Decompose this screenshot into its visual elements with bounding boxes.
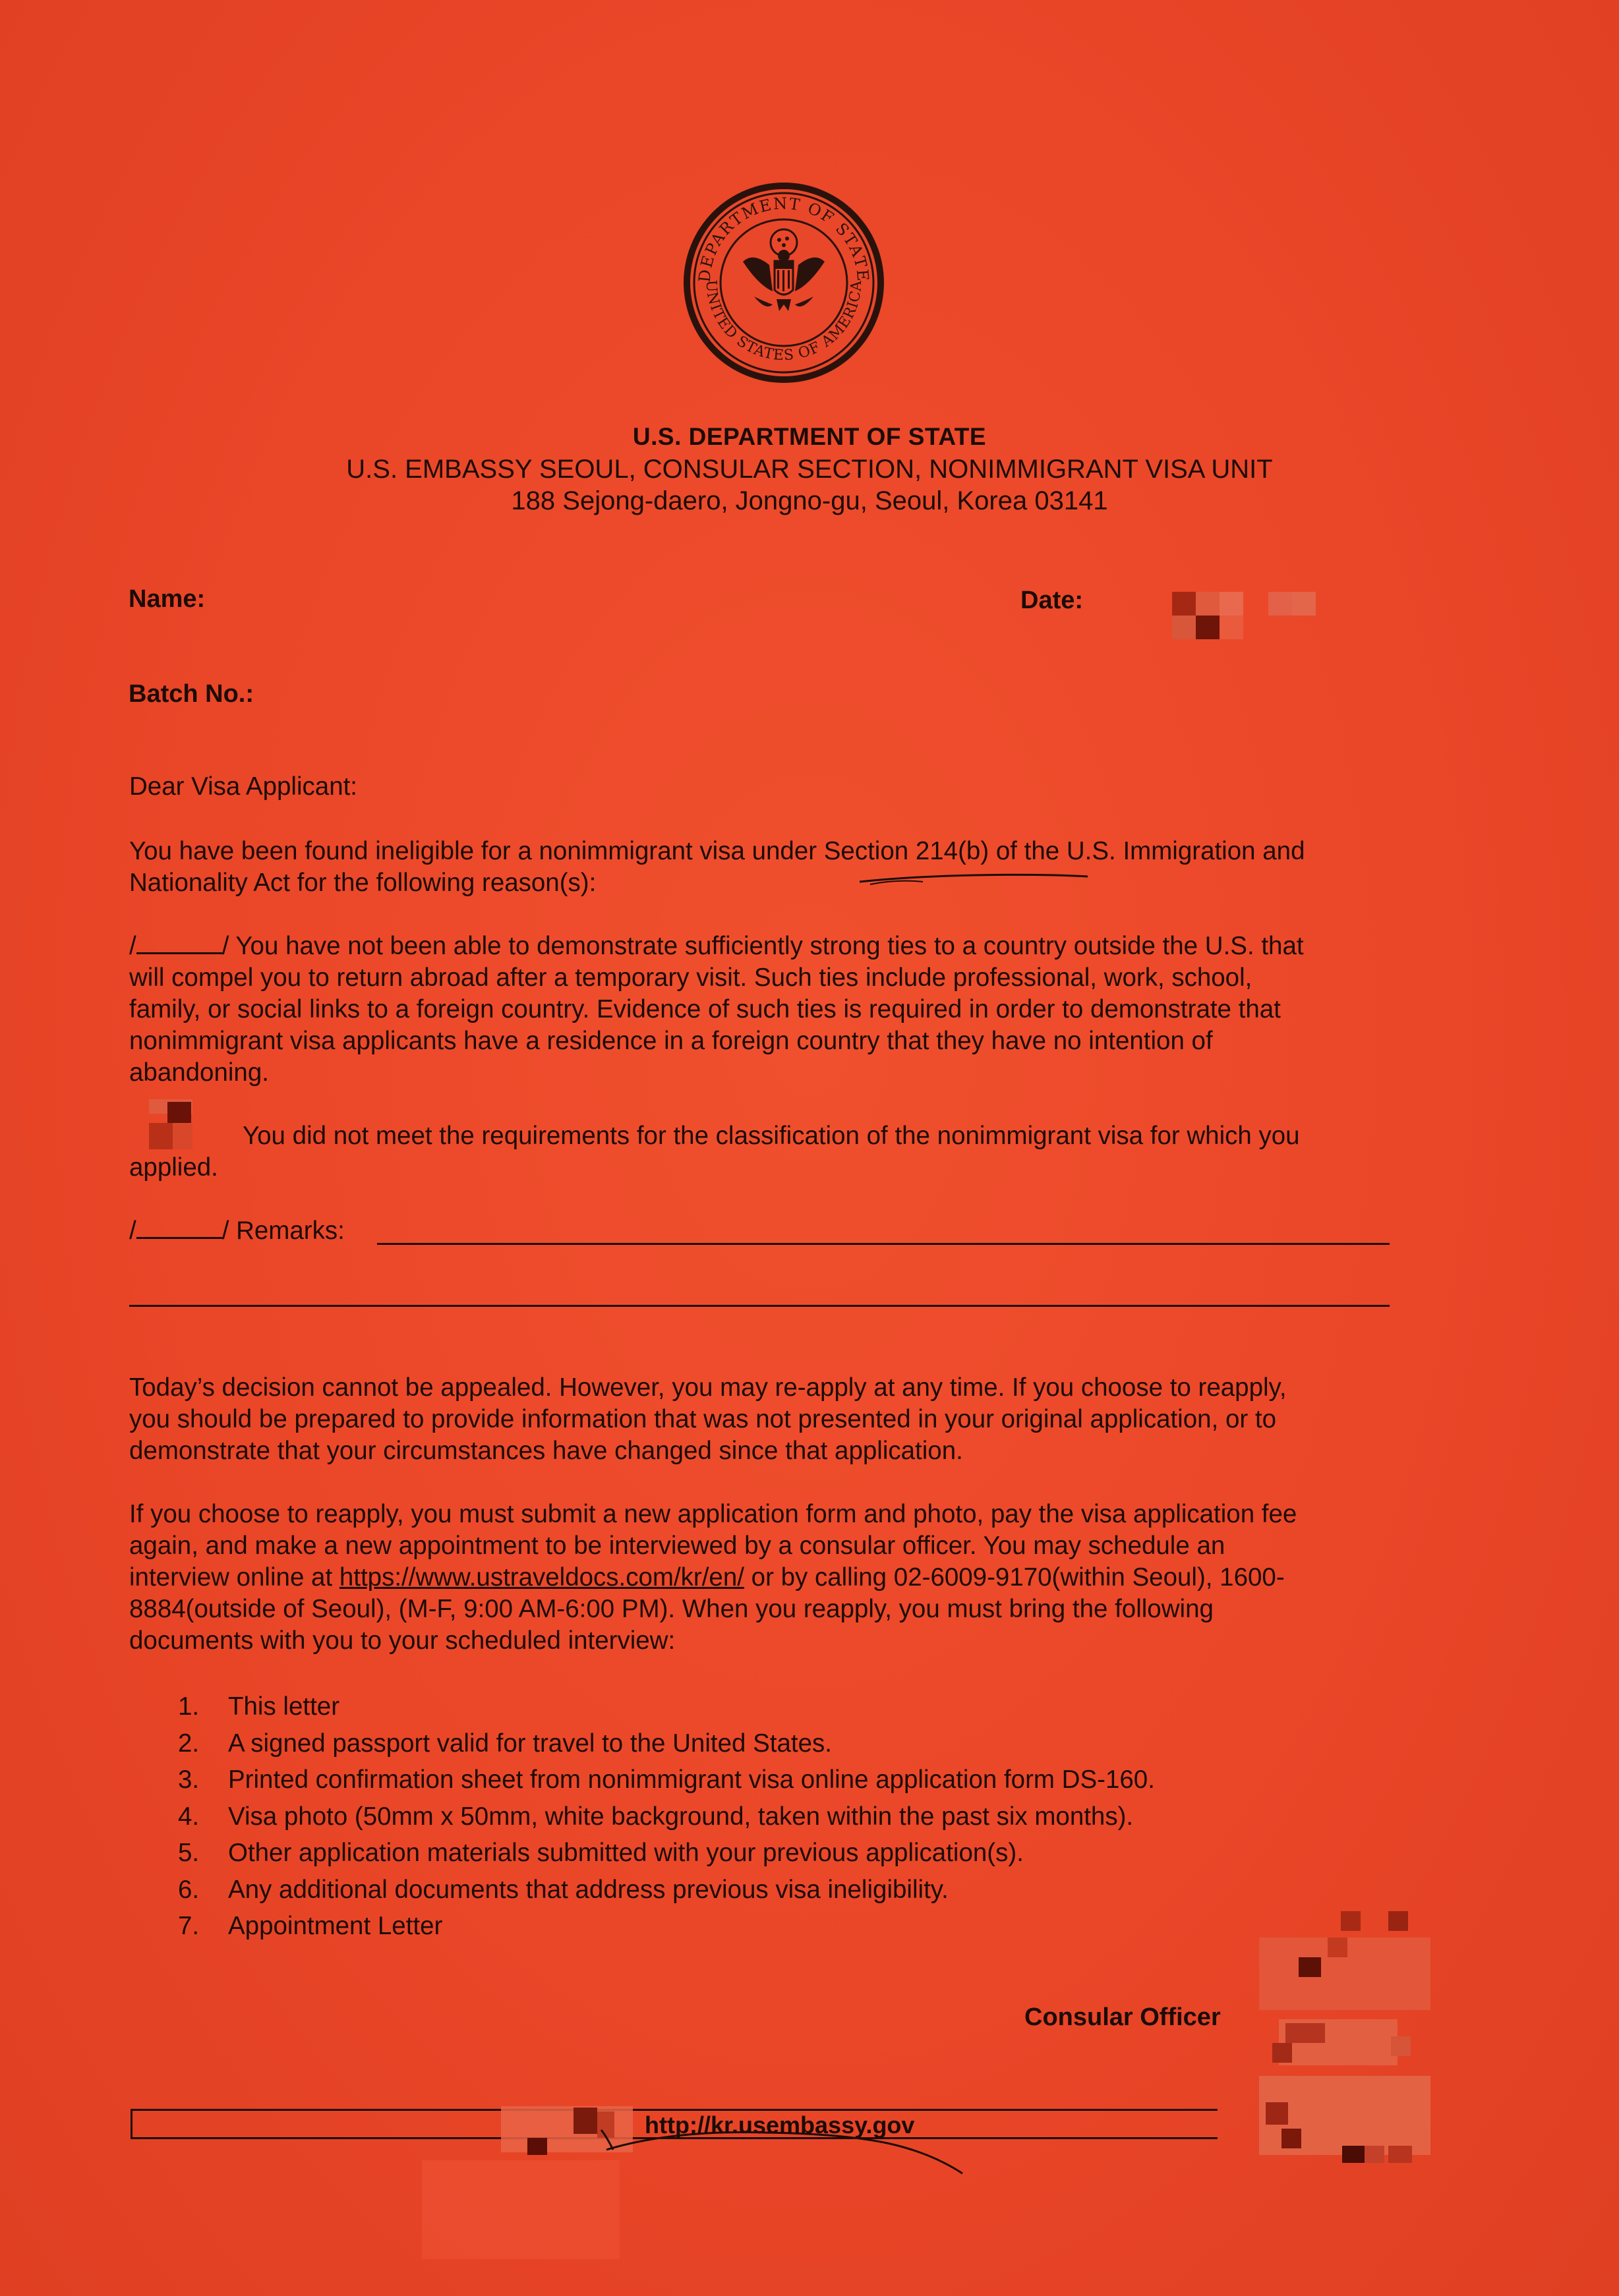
reason-classification [129, 1120, 1448, 1184]
seal-bottom-text: UNITED STATES OF AMERICA [702, 279, 866, 364]
list-item-number: 4. [178, 1802, 200, 1831]
embassy-unit-heading: U.S. EMBASSY SEOUL, CONSULAR SECTION, NONIMMIGRANT VISA UNIT [346, 455, 1273, 484]
list-item-number: 6. [178, 1875, 200, 1904]
reason-ties [129, 931, 1448, 1089]
reason-ties-checkbox-blank [136, 933, 222, 954]
embassy-website-footer[interactable]: http://kr.usembassy.gov [645, 2111, 915, 2138]
reason-ties-text-1: / You have not been able to demonstrate sufficiently strong ties to a country outside the U.S. that [221, 932, 1304, 960]
list-item-number: 3. [178, 1765, 200, 1794]
seal-top-text: DEPARTMENT OF STATE [695, 194, 873, 283]
consular-officer-label: Consular Officer [1024, 2003, 1221, 2031]
ineligibility-intro [129, 836, 1448, 899]
list-item-text: Appointment Letter [228, 1912, 443, 1940]
batch-number-label: Batch No.: [129, 680, 254, 708]
intro-line-1: You have been found ineligible for a nonimmigrant visa under Section 214(b) of the U.S. Immigration and [129, 837, 1305, 865]
reason-classification-line-2: applied. [129, 1153, 218, 1182]
remarks-checkbox-blank [136, 1217, 222, 1239]
list-item-number: 2. [178, 1729, 200, 1758]
remarks-label: / Remarks: [221, 1217, 345, 1245]
required-documents-list [178, 1688, 1155, 1945]
embassy-address: 188 Sejong-daero, Jongno-gu, Seoul, Korea 03141 [511, 486, 1108, 515]
reapply-line-1: If you choose to reapply, you must submit a new application form and photo, pay the visa application fee [129, 1500, 1297, 1528]
reason-classification-line-1: You did not meet the requirements for the classification of the nonimmigrant visa for which you [243, 1122, 1300, 1150]
name-label: Name: [129, 585, 206, 613]
list-item [178, 1872, 1155, 1909]
list-item [178, 1688, 1155, 1725]
reapply-line-3-post: or by calling 02-6009-9170(within Seoul), 1600- [744, 1563, 1285, 1592]
list-item-text: Any additional documents that address previous visa ineligibility. [228, 1875, 949, 1904]
department-heading: U.S. DEPARTMENT OF STATE [632, 423, 987, 450]
appeal-line-3: demonstrate that your circumstances have changed since that application. [129, 1437, 963, 1465]
appeal-paragraph [129, 1372, 1448, 1467]
reason-ties-line-1 [129, 931, 1448, 962]
footer-signature-scribble [593, 2123, 976, 2176]
remarks-line-1 [377, 1243, 1390, 1245]
department-of-state-seal [680, 179, 887, 386]
list-item [178, 1835, 1155, 1872]
list-item-text: This letter [228, 1692, 340, 1721]
ustraveldocs-link[interactable]: https://www.ustraveldocs.com/kr/en/ [339, 1563, 744, 1592]
salutation: Dear Visa Applicant: [129, 772, 357, 801]
list-item [178, 1798, 1155, 1835]
list-item-text: A signed passport valid for travel to the United States. [228, 1729, 832, 1758]
reapply-line-3-pre: interview online at [129, 1563, 339, 1592]
reason-ties-line-4: nonimmigrant visa applicants have a residence in a foreign country that they have no intention of [129, 1027, 1213, 1055]
list-item-number: 5. [178, 1839, 200, 1867]
remarks-open-slash: / [129, 1217, 136, 1245]
intro-line-2: Nationality Act for the following reason(s): [129, 869, 597, 897]
reason-ties-line-3: family, or social links to a foreign country. Evidence of such ties is required in order to demonstrate that [129, 995, 1281, 1023]
reason-ties-open-slash: / [129, 932, 136, 960]
list-item [178, 1908, 1155, 1945]
list-item [178, 1725, 1155, 1762]
list-item-number: 1. [178, 1692, 200, 1721]
reapply-line-5: documents with you to your scheduled interview: [129, 1626, 676, 1655]
handwritten-underline [857, 869, 1094, 888]
remarks-row [129, 1215, 1448, 1247]
date-label: Date: [1020, 587, 1084, 614]
list-item-text: Printed confirmation sheet from nonimmigrant visa online application form DS-160. [228, 1765, 1155, 1794]
list-item [178, 1762, 1155, 1798]
reason-ties-line-5: abandoning. [129, 1058, 269, 1087]
reapply-paragraph [129, 1499, 1448, 1657]
list-item-text: Other application materials submitted with your previous application(s). [228, 1839, 1024, 1867]
reapply-line-3 [129, 1562, 1448, 1593]
list-item-text: Visa photo (50mm x 50mm, white background, taken within the past six months). [228, 1802, 1134, 1831]
reapply-line-2: again, and make a new appointment to be interviewed by a consular officer. You may schedule an [129, 1532, 1225, 1560]
reapply-line-4: 8884(outside of Seoul), (M-F, 9:00 AM-6:00 PM). When you reapply, you must bring the following [129, 1595, 1214, 1623]
appeal-line-2: you should be prepared to provide information that was not presented in your original application, or to [129, 1405, 1276, 1433]
list-item-number: 7. [178, 1912, 200, 1940]
remarks-line-2 [129, 1305, 1390, 1307]
reason-ties-line-2: will compel you to return abroad after a temporary visit. Such ties include professional, work, school, [129, 963, 1252, 992]
appeal-line-1: Today’s decision cannot be appealed. However, you may re-apply at any time. If you choose to reapply, [129, 1373, 1287, 1402]
